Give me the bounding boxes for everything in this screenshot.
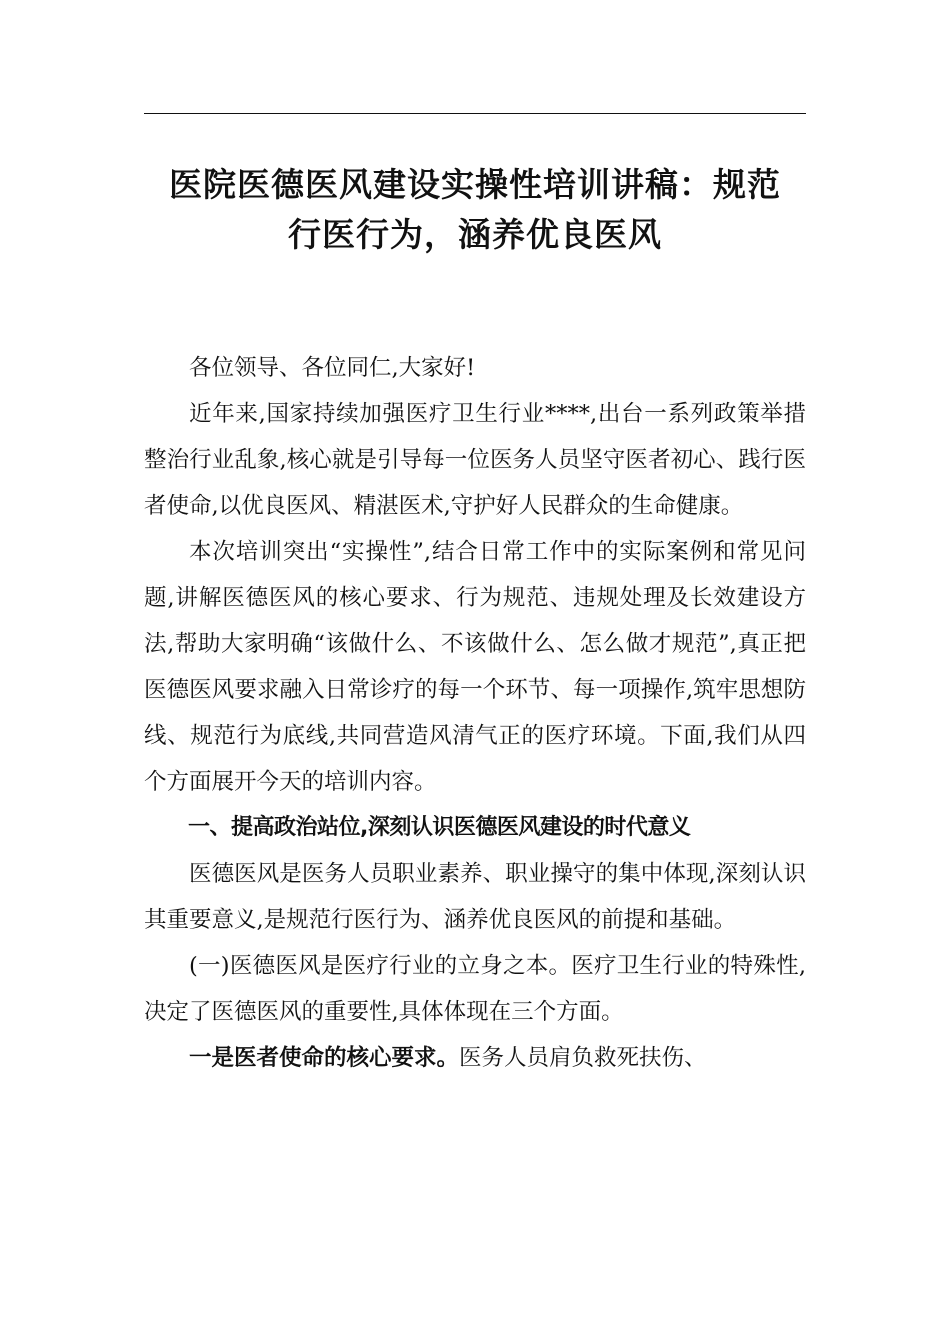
paragraph-significance: 医德医风是医务人员职业素养、职业操守的集中体现,深刻认识其重要意义,是规范行医行为、涵养优良医风的前提和基础。 <box>144 861 806 933</box>
point-1 <box>144 1035 806 1081</box>
point-1-lead: 一是医者使命的核心要求。 <box>189 1045 460 1071</box>
point-1-text: 医务人员肩负救死扶伤、 <box>459 1045 707 1071</box>
paragraph-intro: 近年来,国家持续加强医疗卫生行业****,出台一系列政策举措整治行业乱象,核心就是引导每一位医务人员坚守医者初心、践行医者使命,以优良医风、精湛医术,守护好人民群众的生命健康。 <box>144 401 806 519</box>
title-line-2: 行医行为，涵养优良医风 <box>288 215 662 254</box>
title-line-1: 医院医德医风建设实操性培训讲稿：规范 <box>169 165 781 204</box>
header-rule <box>144 113 806 114</box>
subsection-1: (一)医德医风是医疗行业的立身之本。医疗卫生行业的特殊性,决定了医德医风的重要性,具体体现在三个方面。 <box>144 953 806 1025</box>
greeting: 各位领导、各位同仁,大家好! <box>189 355 476 381</box>
paragraph-training-overview: 本次培训突出“实操性”,结合日常工作中的实际案例和常见问题,讲解医德医风的核心要求、行为规范、违规处理及长效建设方法,帮助大家明确“该做什么、不该做什么、怎么做才规范”,真正把医德医风要求融入日常诊疗的每一个环节、每一项操作,筑牢思想防线、规范行为底线,共同营造风清气正的医疗环境。下面,我们从四个方面展开今天的培训内容。 <box>144 539 806 795</box>
document-title <box>144 160 806 260</box>
document-body <box>144 345 806 1081</box>
section-heading-1: 一、提高政治站位,深刻认识医德医风建设的时代意义 <box>188 815 691 840</box>
